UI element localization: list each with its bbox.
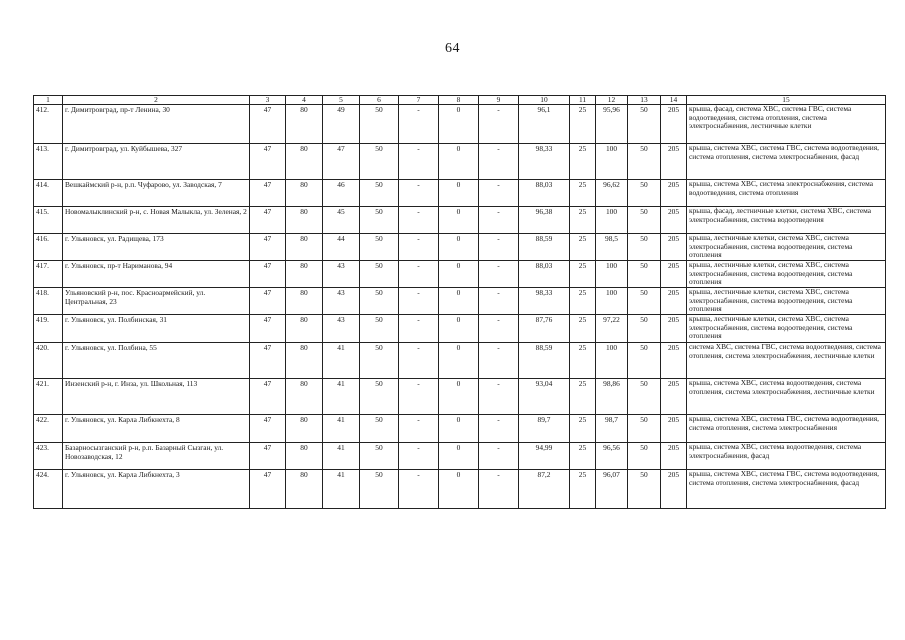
column-header: 9 [479, 96, 519, 105]
cell-col10: 94,99 [519, 443, 570, 470]
cell-col8: 0 [439, 261, 479, 288]
cell-col5: 44 [323, 234, 360, 261]
cell-col8: 0 [439, 105, 479, 144]
cell-col14: 205 [661, 315, 687, 343]
cell-col5: 41 [323, 379, 360, 415]
table-row [34, 261, 886, 288]
table-row [34, 144, 886, 180]
row-number: 417. [34, 261, 63, 288]
cell-col11: 25 [570, 261, 596, 288]
cell-col4: 80 [286, 180, 323, 207]
cell-col13: 50 [628, 144, 661, 180]
cell-col13: 50 [628, 379, 661, 415]
cell-col10: 98,33 [519, 144, 570, 180]
cell-col9: - [479, 261, 519, 288]
cell-col12: 98,86 [596, 379, 628, 415]
cell-col5: 46 [323, 180, 360, 207]
column-header: 12 [596, 96, 628, 105]
works-cell: система ХВС, система ГВС, система водоотведения, система отопления, система электроснабжения, лестничные клетки [687, 343, 886, 379]
cell-col7: - [399, 234, 439, 261]
works-cell: крыша, лестничные клетки, система ХВС, система электроснабжения, система водоотведения, система отопления [687, 261, 886, 288]
cell-col4: 80 [286, 144, 323, 180]
column-header: 1 [34, 96, 63, 105]
cell-col4: 80 [286, 470, 323, 509]
cell-col8: 0 [439, 315, 479, 343]
row-number: 415. [34, 207, 63, 234]
cell-col6: 50 [360, 180, 399, 207]
cell-col8: 0 [439, 379, 479, 415]
cell-col9: - [479, 180, 519, 207]
cell-col14: 205 [661, 470, 687, 509]
cell-col14: 205 [661, 234, 687, 261]
works-cell: крыша, система ХВС, система ГВС, система водоотведения, система отопления, система электроснабжения, фасад [687, 470, 886, 509]
cell-col13: 50 [628, 207, 661, 234]
cell-col9: - [479, 288, 519, 315]
cell-col10: 88,03 [519, 180, 570, 207]
cell-col6: 50 [360, 207, 399, 234]
cell-col11: 25 [570, 415, 596, 443]
row-number: 421. [34, 379, 63, 415]
cell-col12: 96,56 [596, 443, 628, 470]
cell-col12: 95,96 [596, 105, 628, 144]
works-cell: крыша, фасад, система ХВС, система ГВС, система водоотведения, система отопления, система электроснабжения, лестничные клетки [687, 105, 886, 144]
cell-col5: 43 [323, 288, 360, 315]
cell-col10: 87,76 [519, 315, 570, 343]
row-number: 420. [34, 343, 63, 379]
column-header: 6 [360, 96, 399, 105]
cell-col6: 50 [360, 415, 399, 443]
cell-col6: 50 [360, 343, 399, 379]
works-cell: крыша, фасад, лестничные клетки, система ХВС, система электроснабжения, система водоотведения [687, 207, 886, 234]
cell-col12: 100 [596, 343, 628, 379]
works-cell: крыша, система ХВС, система ГВС, система водоотведения, система отопления, система электроснабжения [687, 415, 886, 443]
cell-col3: 47 [250, 234, 286, 261]
address-cell: г. Ульяновск, ул. Полбина, 55 [63, 343, 250, 379]
cell-col4: 80 [286, 379, 323, 415]
cell-col13: 50 [628, 470, 661, 509]
cell-col11: 25 [570, 315, 596, 343]
cell-col8: 0 [439, 470, 479, 509]
address-cell: г. Ульяновск, ул. Карла Либкнехта, 8 [63, 415, 250, 443]
cell-col9: - [479, 379, 519, 415]
cell-col7: - [399, 315, 439, 343]
cell-col13: 50 [628, 180, 661, 207]
cell-col6: 50 [360, 379, 399, 415]
works-cell: крыша, система ХВС, система водоотведения, система электроснабжения, фасад [687, 443, 886, 470]
cell-col3: 47 [250, 443, 286, 470]
cell-col6: 50 [360, 470, 399, 509]
table-row [34, 180, 886, 207]
cell-col14: 205 [661, 343, 687, 379]
page-number: 64 [445, 41, 460, 56]
row-number: 418. [34, 288, 63, 315]
cell-col5: 41 [323, 443, 360, 470]
address-cell: Ульяновский р-н, пос. Красноармейский, ул. Центральная, 23 [63, 288, 250, 315]
column-header: 2 [63, 96, 250, 105]
table-row [34, 234, 886, 261]
works-cell: крыша, система ХВС, система ГВС, система водоотведения, система отопления, система электроснабжения, фасад [687, 144, 886, 180]
cell-col4: 80 [286, 343, 323, 379]
cell-col14: 205 [661, 261, 687, 288]
cell-col4: 80 [286, 207, 323, 234]
cell-col8: 0 [439, 180, 479, 207]
cell-col11: 25 [570, 144, 596, 180]
table-row [34, 415, 886, 443]
cell-col7: - [399, 144, 439, 180]
cell-col6: 50 [360, 105, 399, 144]
table-row [34, 443, 886, 470]
cell-col3: 47 [250, 379, 286, 415]
cell-col4: 80 [286, 315, 323, 343]
cell-col11: 25 [570, 379, 596, 415]
row-number: 424. [34, 470, 63, 509]
cell-col12: 100 [596, 261, 628, 288]
cell-col10: 88,03 [519, 261, 570, 288]
cell-col14: 205 [661, 180, 687, 207]
cell-col8: 0 [439, 443, 479, 470]
cell-col6: 50 [360, 234, 399, 261]
cell-col14: 205 [661, 415, 687, 443]
cell-col8: 0 [439, 234, 479, 261]
cell-col9: - [479, 343, 519, 379]
table-row [34, 343, 886, 379]
cell-col13: 50 [628, 415, 661, 443]
cell-col12: 98,5 [596, 234, 628, 261]
cell-col3: 47 [250, 315, 286, 343]
cell-col11: 25 [570, 234, 596, 261]
registry-table [33, 95, 886, 509]
cell-col4: 80 [286, 234, 323, 261]
works-cell: крыша, система ХВС, система водоотведения, система отопления, система электроснабжения, лестничные клетки [687, 379, 886, 415]
cell-col14: 205 [661, 379, 687, 415]
cell-col7: - [399, 180, 439, 207]
cell-col3: 47 [250, 105, 286, 144]
column-header: 10 [519, 96, 570, 105]
cell-col12: 100 [596, 288, 628, 315]
table-row [34, 315, 886, 343]
cell-col11: 25 [570, 180, 596, 207]
column-header: 3 [250, 96, 286, 105]
cell-col6: 50 [360, 288, 399, 315]
cell-col11: 25 [570, 288, 596, 315]
cell-col7: - [399, 343, 439, 379]
cell-col5: 49 [323, 105, 360, 144]
cell-col3: 47 [250, 470, 286, 509]
cell-col11: 25 [570, 105, 596, 144]
cell-col6: 50 [360, 261, 399, 288]
address-cell: Инзенский р-н, г. Инза, ул. Школьная, 113 [63, 379, 250, 415]
cell-col10: 87,2 [519, 470, 570, 509]
cell-col11: 25 [570, 343, 596, 379]
cell-col7: - [399, 207, 439, 234]
table-row [34, 288, 886, 315]
cell-col8: 0 [439, 288, 479, 315]
column-header: 11 [570, 96, 596, 105]
cell-col13: 50 [628, 288, 661, 315]
cell-col6: 50 [360, 443, 399, 470]
cell-col8: 0 [439, 207, 479, 234]
cell-col5: 41 [323, 343, 360, 379]
address-cell: Вешкаймский р-н, р.п. Чуфарово, ул. Заводская, 7 [63, 180, 250, 207]
cell-col4: 80 [286, 288, 323, 315]
works-cell: крыша, лестничные клетки, система ХВС, система электроснабжения, система водоотведения, система отопления [687, 288, 886, 315]
address-cell: г. Ульяновск, ул. Радищева, 173 [63, 234, 250, 261]
cell-col8: 0 [439, 415, 479, 443]
table-header-row [34, 96, 886, 105]
cell-col13: 50 [628, 443, 661, 470]
cell-col14: 205 [661, 105, 687, 144]
cell-col5: 43 [323, 315, 360, 343]
cell-col13: 50 [628, 234, 661, 261]
cell-col12: 100 [596, 144, 628, 180]
address-cell: г. Ульяновск, ул. Карла Либкнехта, 3 [63, 470, 250, 509]
cell-col7: - [399, 470, 439, 509]
cell-col4: 80 [286, 105, 323, 144]
address-cell: г. Ульяновск, ул. Полбинская, 31 [63, 315, 250, 343]
cell-col10: 96,38 [519, 207, 570, 234]
cell-col4: 80 [286, 443, 323, 470]
cell-col11: 25 [570, 470, 596, 509]
cell-col7: - [399, 288, 439, 315]
address-cell: г. Ульяновск, пр-т Нариманова, 94 [63, 261, 250, 288]
cell-col9: - [479, 315, 519, 343]
cell-col10: 93,04 [519, 379, 570, 415]
cell-col7: - [399, 105, 439, 144]
column-header: 14 [661, 96, 687, 105]
row-number: 419. [34, 315, 63, 343]
cell-col12: 97,22 [596, 315, 628, 343]
table-row [34, 105, 886, 144]
cell-col13: 50 [628, 343, 661, 379]
cell-col9: - [479, 415, 519, 443]
cell-col3: 47 [250, 288, 286, 315]
cell-col14: 205 [661, 144, 687, 180]
table-row [34, 470, 886, 509]
row-number: 416. [34, 234, 63, 261]
cell-col10: 89,7 [519, 415, 570, 443]
cell-col4: 80 [286, 415, 323, 443]
cell-col9: - [479, 207, 519, 234]
cell-col4: 80 [286, 261, 323, 288]
table-row [34, 207, 886, 234]
cell-col9: - [479, 144, 519, 180]
cell-col3: 47 [250, 261, 286, 288]
works-cell: крыша, система ХВС, система электроснабжения, система водоотведения, система отопления [687, 180, 886, 207]
works-cell: крыша, лестничные клетки, система ХВС, система электроснабжения, система водоотведения, система отопления [687, 315, 886, 343]
address-cell: Базарносызганский р-н, р.п. Базарный Сызган, ул. Новозаводская, 12 [63, 443, 250, 470]
column-header: 7 [399, 96, 439, 105]
cell-col5: 45 [323, 207, 360, 234]
cell-col3: 47 [250, 180, 286, 207]
cell-col6: 50 [360, 144, 399, 180]
row-number: 422. [34, 415, 63, 443]
cell-col12: 96,07 [596, 470, 628, 509]
row-number: 423. [34, 443, 63, 470]
column-header: 15 [687, 96, 886, 105]
cell-col11: 25 [570, 207, 596, 234]
cell-col9: - [479, 443, 519, 470]
cell-col9: - [479, 105, 519, 144]
cell-col6: 50 [360, 315, 399, 343]
cell-col12: 96,62 [596, 180, 628, 207]
cell-col13: 50 [628, 315, 661, 343]
works-cell: крыша, лестничные клетки, система ХВС, система электроснабжения, система водоотведения, система отопления [687, 234, 886, 261]
row-number: 414. [34, 180, 63, 207]
cell-col7: - [399, 379, 439, 415]
cell-col14: 205 [661, 207, 687, 234]
column-header: 4 [286, 96, 323, 105]
cell-col5: 47 [323, 144, 360, 180]
cell-col3: 47 [250, 144, 286, 180]
column-header: 8 [439, 96, 479, 105]
cell-col3: 47 [250, 415, 286, 443]
cell-col9: - [479, 470, 519, 509]
cell-col10: 96,1 [519, 105, 570, 144]
address-cell: г. Димитровград, пр-т Ленина, 30 [63, 105, 250, 144]
cell-col10: 88,59 [519, 343, 570, 379]
row-number: 413. [34, 144, 63, 180]
cell-col7: - [399, 415, 439, 443]
cell-col10: 98,33 [519, 288, 570, 315]
cell-col12: 100 [596, 207, 628, 234]
cell-col3: 47 [250, 343, 286, 379]
cell-col11: 25 [570, 443, 596, 470]
row-number: 412. [34, 105, 63, 144]
cell-col8: 0 [439, 144, 479, 180]
cell-col9: - [479, 234, 519, 261]
address-cell: г. Димитровград, ул. Куйбышева, 327 [63, 144, 250, 180]
cell-col14: 205 [661, 288, 687, 315]
cell-col5: 43 [323, 261, 360, 288]
column-header: 13 [628, 96, 661, 105]
cell-col12: 98,7 [596, 415, 628, 443]
cell-col5: 41 [323, 415, 360, 443]
cell-col3: 47 [250, 207, 286, 234]
address-cell: Новомалыклинский р-н, с. Новая Малыкла, ул. Зеленая, 2 [63, 207, 250, 234]
cell-col13: 50 [628, 105, 661, 144]
cell-col7: - [399, 443, 439, 470]
cell-col5: 41 [323, 470, 360, 509]
cell-col7: - [399, 261, 439, 288]
column-header: 5 [323, 96, 360, 105]
cell-col10: 88,59 [519, 234, 570, 261]
cell-col13: 50 [628, 261, 661, 288]
table-row [34, 379, 886, 415]
cell-col8: 0 [439, 343, 479, 379]
cell-col14: 205 [661, 443, 687, 470]
